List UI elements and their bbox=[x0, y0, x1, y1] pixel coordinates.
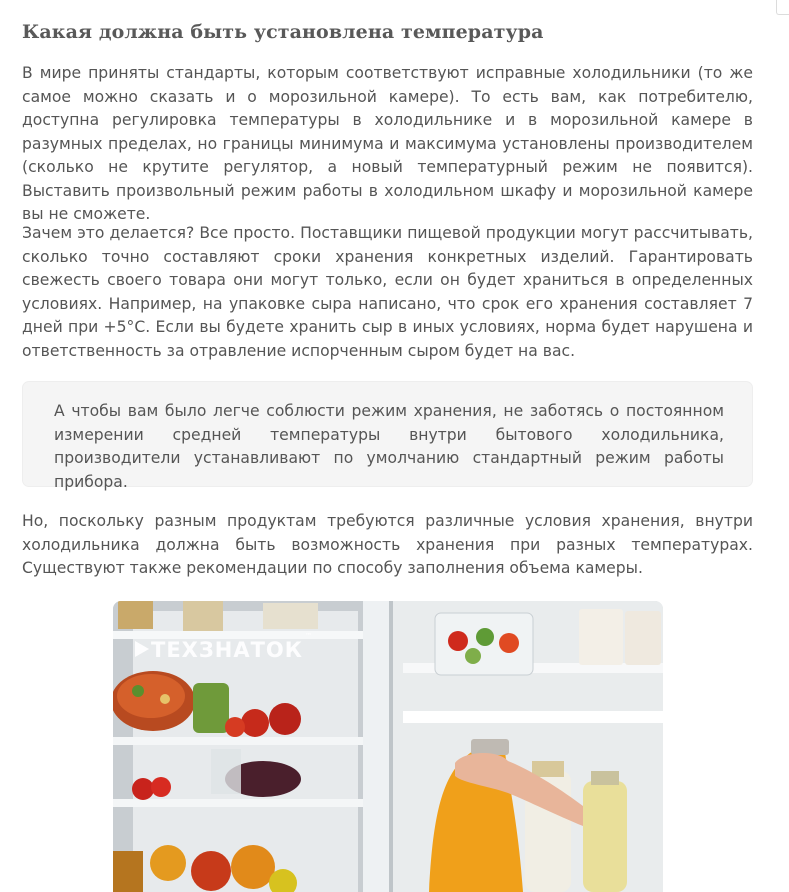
paragraph-standards: В мире приняты стандарты, которым соответствуют исправные холодильники (то же самое можно сказать и о морозильной камере). То есть вам, как потребителю, доступна регулировка температуры в холодильнике и в морозильной камере в разумных пределах, но границы минимума и максимума установлены производителем (сколько не крутите регулятор, а новый температурный режим не появится). Выставить произвольный режим работы в холодильном шкафу и морозильной камере вы не сможете. bbox=[22, 64, 753, 223]
quote-block bbox=[22, 381, 753, 491]
watermark-trademark: ™ bbox=[305, 632, 312, 640]
paragraph-why: Зачем это делается? Все просто. Поставщики пищевой продукции могут рассчитывать, сколько точно составляют сроки хранения конкретных изделий. Гарантировать свежесть своего товара они могут только, если он будет храниться в определенных условиях. Например, на упаковке сыра написано, что срок его хранения составляет 7 дней при +5°C. Если вы будете хранить сыр в иных условиях, норма будет нарушена и ответственность за отравление испорченным сыром будет на вас. bbox=[22, 224, 753, 360]
fridge-photo bbox=[113, 601, 663, 892]
quote-text: А чтобы вам было легче соблюсти режим хранения, не заботясь о постоянном измерении средней температуры внутри бытового холодильника, производители устанавливают по умолчанию стандартный режим работы прибора. bbox=[54, 402, 724, 491]
section-title: Какая должна быть установлена температура bbox=[22, 21, 544, 43]
watermark-logo: ТЕХЗНАТОК bbox=[151, 638, 303, 662]
scroll-edge bbox=[776, 0, 789, 15]
paragraph-zones: Но, поскольку разным продуктам требуются различные условия хранения, внутри холодильника должна быть возможность хранения при разных температурах. Существуют также рекомендации по способу заполнения объема камеры. bbox=[22, 512, 753, 577]
